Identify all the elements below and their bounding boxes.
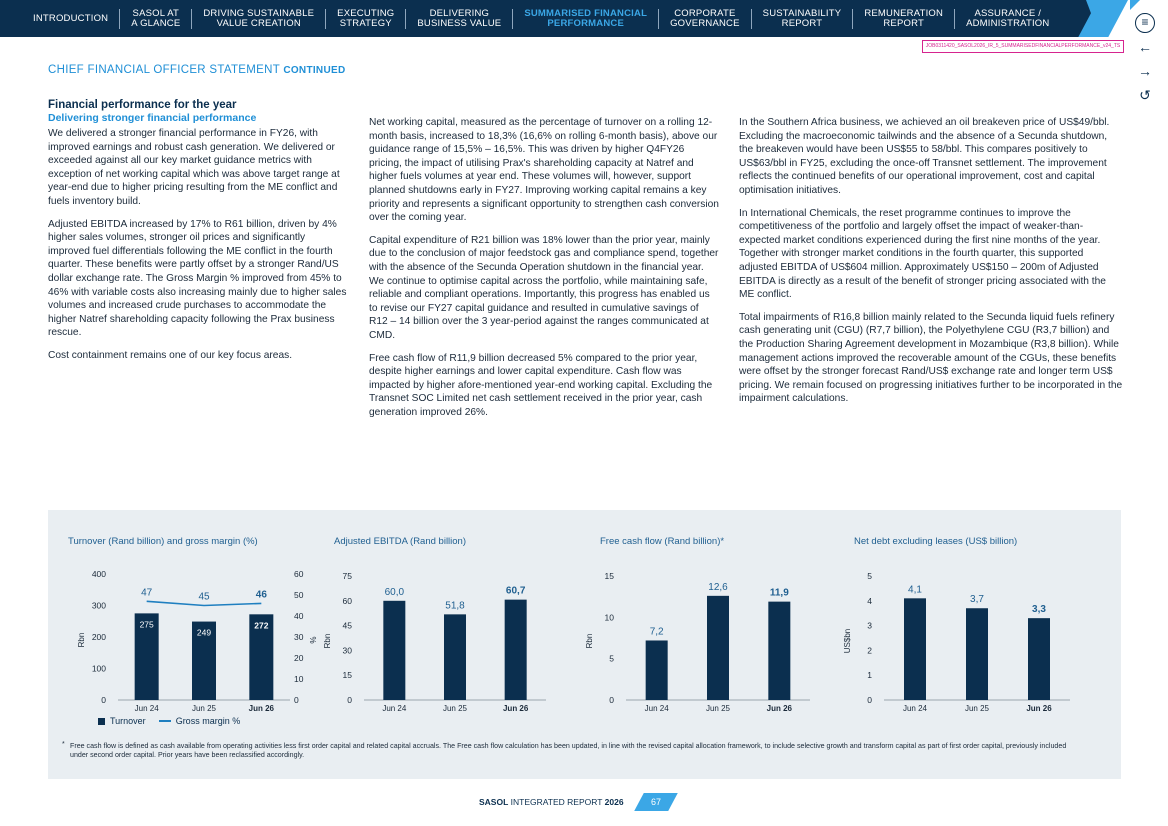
y-tick-label: 5 (609, 653, 614, 664)
bar-value-label: 7,2 (649, 626, 664, 638)
bar (1028, 618, 1050, 700)
chart-plot (843, 524, 1084, 724)
paragraph: Net working capital, measured as the percentage of turnover on a rolling 12-month basis, increased to 18,3% (16,6% on rolling 6-month basis), above our guidance range of 15,5% – 16,5%. This was driven by higher Q4FY26 pricing, the impact of utilising Prax's shareholding capacity at Natref and higher fuels volumes at year end. These volumes will, however, support planned shutdowns early in FY27. Improving working capital remains a key priority and represents a significant opportunity to strengthen cash conversion over the coming year. (369, 117, 719, 224)
bar-value-label: 11,9 (769, 587, 789, 599)
chart-title: Free cash flow (Rand billion)* (600, 536, 725, 547)
free-cash-flow-chart (585, 524, 830, 724)
line-value-label: 47 (141, 587, 153, 599)
text-column-3 (739, 116, 1124, 415)
y-tick-label: 5 (867, 571, 872, 581)
bar-value-label: 12,6 (708, 581, 728, 593)
paragraph: Total impairments of R16,8 billion mainly related to the Secunda liquid fuels refinery cash generating unit (CGU) (R7,7 billion), the Polyethylene CGU (R3,7 billion) and the Production Sharing Agreement development in Mozambique (R3,8 billion). While management actions improved the recoverable amount of the CGUs, these benefits were offset by the stronger forecast Rand/US$ exchange rate and longer term US$ pricing. We remain focused on progressing initiatives further to be incorporated in the impairment calculations. (739, 311, 1123, 405)
nav-item[interactable]: CORPORATE GOVERNANCE (658, 9, 751, 29)
y2-axis-label: % (309, 636, 318, 644)
footnote: Free cash flow is defined as cash available from operating activities less first order capital and related capital accruals. The Free cash flow calculation has been updated, in line with the revised capital allocation framework, to include selective growth and transform capital as part of first order capital, previously included under second order capital. Prior years have been reclassified accordingly. (70, 742, 1067, 759)
top-navigation (0, 0, 1168, 38)
y-axis-label: Rbn (77, 632, 86, 648)
footer-year: 2026 (604, 797, 624, 807)
line-value-label: 46 (255, 589, 267, 601)
y-tick-label: 300 (91, 600, 106, 611)
footer-brand: SASOL (479, 797, 509, 807)
x-tick-label: Jun 25 (964, 704, 990, 713)
bar-value-label: 60,7 (505, 585, 526, 597)
page-title-main: CHIEF FINANCIAL OFFICER STATEMENT (48, 64, 284, 76)
y-tick-label: 3 (867, 620, 872, 631)
x-tick-label: Jun 25 (191, 704, 217, 713)
charts-panel (48, 510, 1121, 779)
bar-value-label: 3,3 (1032, 604, 1046, 616)
y-tick-label: 200 (91, 632, 106, 642)
document-job-tag: JOB0311420_SASOL2026_IR_5_SUMMARISEDFINANCIALPERFORMANCE_v24_TS (922, 40, 1124, 53)
x-tick-label: Jun 24 (902, 704, 928, 713)
chart-legend (98, 716, 240, 726)
y-axis-label: Rbn (585, 633, 594, 649)
y-tick-label: 100 (91, 663, 106, 674)
bar (966, 608, 988, 700)
turnover-chart (68, 524, 318, 724)
chart-title: Adjusted EBITDA (Rand billion) (334, 536, 467, 547)
chart-plot (323, 524, 564, 724)
y-tick-label: 15 (342, 670, 352, 681)
x-tick-label: Jun 24 (644, 704, 669, 713)
section-title: Financial performance for the year (48, 99, 237, 111)
chart-title: Turnover (Rand billion) and gross margin (%) (68, 536, 258, 547)
page-footer (479, 797, 624, 807)
line-value-label: 45 (198, 591, 210, 603)
nav-item[interactable]: SUMMARISED FINANCIAL PERFORMANCE (512, 9, 658, 29)
ebitda-chart (323, 524, 564, 724)
bar (904, 598, 926, 700)
nav-item[interactable]: ASSURANCE / ADMINISTRATION (954, 9, 1060, 29)
paragraph: Cost containment remains one of our key focus areas. (48, 349, 293, 361)
x-tick-label: Jun 24 (382, 704, 407, 713)
bar-value-label: 51,8 (445, 600, 465, 612)
bar (768, 602, 790, 700)
legend-bar-label: Turnover (110, 716, 146, 726)
y2-tick-label: 40 (294, 611, 304, 621)
bar-value-label: 4,1 (908, 584, 922, 596)
accent-stripe (1130, 0, 1140, 10)
paragraph: Free cash flow of R11,9 billion decreased 5% compared to the prior year, despite higher earnings and lower capital expenditure. Cash flow was impacted by higher afore-mentioned year-end working capital. Excluding the Transnet SOC Limited net cash settlement received in the prior year, cash generation improved 26%. (369, 352, 713, 418)
legend-line-label: Gross margin % (175, 716, 241, 726)
nav-item[interactable]: INTRODUCTION (33, 12, 109, 24)
bar-value-label: 249 (196, 627, 212, 638)
bar (444, 614, 466, 700)
x-tick-label: Jun 26 (766, 704, 793, 713)
x-tick-label: Jun 26 (1026, 704, 1052, 713)
paragraph: We delivered a stronger financial performance in FY26, with improved earnings and robust cash generation. We delivered or exceeded against all our key market guidance metrics with exception of net working capital which was above target range at year-end due to higher pricing resulting from the ME conflict and fuels inventory build. (48, 128, 340, 207)
y-tick-label: 1 (867, 670, 872, 681)
legend-line-swatch (159, 720, 171, 722)
legend-bar-swatch (98, 718, 105, 725)
bar-value-label: 275 (139, 619, 154, 630)
paragraph: In International Chemicals, the reset programme continues to improve the competitiveness of the portfolio and largely offset the impact of weaker-than-expected market conditions experienced during the first nine months of the year. Together with stronger market conditions in the fourth quarter, this supported adjusted EBITDA of US$604 million. Approximately US$150 – 200m of Adjusted EBITDA is directly as a result of the benefit of stronger pricing associated with the ME conflict. (739, 207, 1106, 301)
net-debt-chart (843, 524, 1084, 724)
nav-item[interactable]: SASOL AT A GLANCE (119, 9, 191, 29)
bar (646, 640, 668, 700)
y-tick-label: 0 (867, 695, 872, 705)
y-axis-label: US$bn (843, 628, 852, 654)
page-number-label: 67 (650, 797, 661, 807)
paragraph: Adjusted EBITDA increased by 17% to R61 billion, driven by 4% higher sales volumes, stronger oil prices and significantly improved fuel differentials following the ME conflict in the fourth quarter. These benefits were partly offset by a stronger Rand/US dollar exchange rate. The Gross Margin % improved from 45% to 46% with variable costs also increasing mainly due to higher sales volumes and increased crude purchases to accommodate the higher Natref shareholding capacity following the Prax business rescue. (48, 218, 347, 339)
arrow-left-icon[interactable]: ← (1138, 39, 1152, 55)
nav-item[interactable]: DELIVERING BUSINESS VALUE (405, 9, 512, 29)
nav-item[interactable]: SUSTAINABILITY REPORT (751, 9, 853, 29)
y-tick-label: 0 (609, 695, 614, 705)
return-icon[interactable]: ↺ (1139, 87, 1151, 103)
y2-tick-label: 0 (294, 695, 299, 705)
y-tick-label: 30 (342, 645, 352, 656)
bar-value-label: 3,7 (970, 594, 984, 606)
nav-item[interactable]: DRIVING SUSTAINABLE VALUE CREATION (191, 9, 325, 29)
x-tick-label: Jun 26 (502, 704, 529, 713)
y-tick-label: 75 (342, 571, 352, 581)
y-tick-label: 4 (867, 595, 872, 606)
y-tick-label: 2 (867, 645, 872, 656)
y2-tick-label: 10 (294, 674, 304, 684)
y-tick-label: 10 (604, 612, 614, 623)
nav-item[interactable]: REMUNERATION REPORT (852, 9, 954, 29)
footnote-mark: * (62, 741, 65, 748)
y-tick-label: 15 (604, 571, 614, 581)
arrow-right-icon[interactable]: → (1138, 63, 1152, 79)
menu-icon[interactable]: ≡ (1135, 13, 1155, 33)
y-tick-label: 45 (342, 620, 352, 631)
bar (383, 601, 405, 700)
y2-tick-label: 60 (294, 569, 304, 579)
y-tick-label: 0 (101, 695, 106, 705)
bar-value-label: 272 (254, 620, 269, 631)
nav-item[interactable]: EXECUTING STRATEGY (325, 9, 405, 29)
nav-bar (0, 0, 1096, 37)
y2-tick-label: 50 (294, 590, 304, 600)
bar (707, 596, 729, 700)
page-title (48, 64, 345, 76)
y-tick-label: 400 (91, 569, 106, 579)
x-tick-label: Jun 24 (134, 704, 159, 713)
bar (505, 600, 527, 700)
text-column-1 (48, 98, 348, 372)
chart-plot (585, 524, 830, 724)
page-title-suffix: CONTINUED (283, 65, 346, 76)
x-tick-label: Jun 26 (248, 704, 275, 713)
bar-value-label: 60,0 (384, 586, 405, 598)
y-axis-label: Rbn (323, 633, 332, 649)
chart-plot (68, 524, 318, 724)
paragraph: In the Southern Africa business, we achieved an oil breakeven price of US$49/bbl. Excluding the macroeconomic tailwinds and the absence of a Secunda shutdown, the breakeven would have been US$55 to 58/bbl. This compares positively to US$63/bbl in FY25, excluding the once-off Transnet settlement. The improvement reflects the continued benefits of our operational improvement, cost and capital optimisation initiatives. (739, 117, 1110, 196)
chart-title: Net debt excluding leases (US$ billion) (854, 536, 1018, 547)
y-tick-label: 0 (347, 695, 352, 705)
footer-report: INTEGRATED REPORT (508, 797, 605, 807)
y2-tick-label: 20 (294, 653, 304, 663)
x-tick-label: Jun 25 (442, 704, 468, 713)
text-column-2 (369, 116, 719, 428)
section-subtitle: Delivering stronger financial performance (48, 112, 257, 124)
y2-tick-label: 30 (294, 632, 304, 642)
page-number (634, 793, 678, 811)
y-tick-label: 60 (342, 595, 352, 606)
paragraph: Capital expenditure of R21 billion was 18% lower than the prior year, mainly due to the conclusion of major feedstock gas and compliance spend, together with the absence of the Secunda Operation shutdown in the financial year. We continue to optimise capital across the portfolio, while maintaining safe, reliable and compliant operations. Importantly, this progress has enabled us to revise our FY27 capital guidance and resulted in cumulative savings of R12 – 14 billion over the 3 year-period against the ranges communicated at CMD. (369, 234, 719, 341)
x-tick-label: Jun 25 (705, 704, 731, 713)
